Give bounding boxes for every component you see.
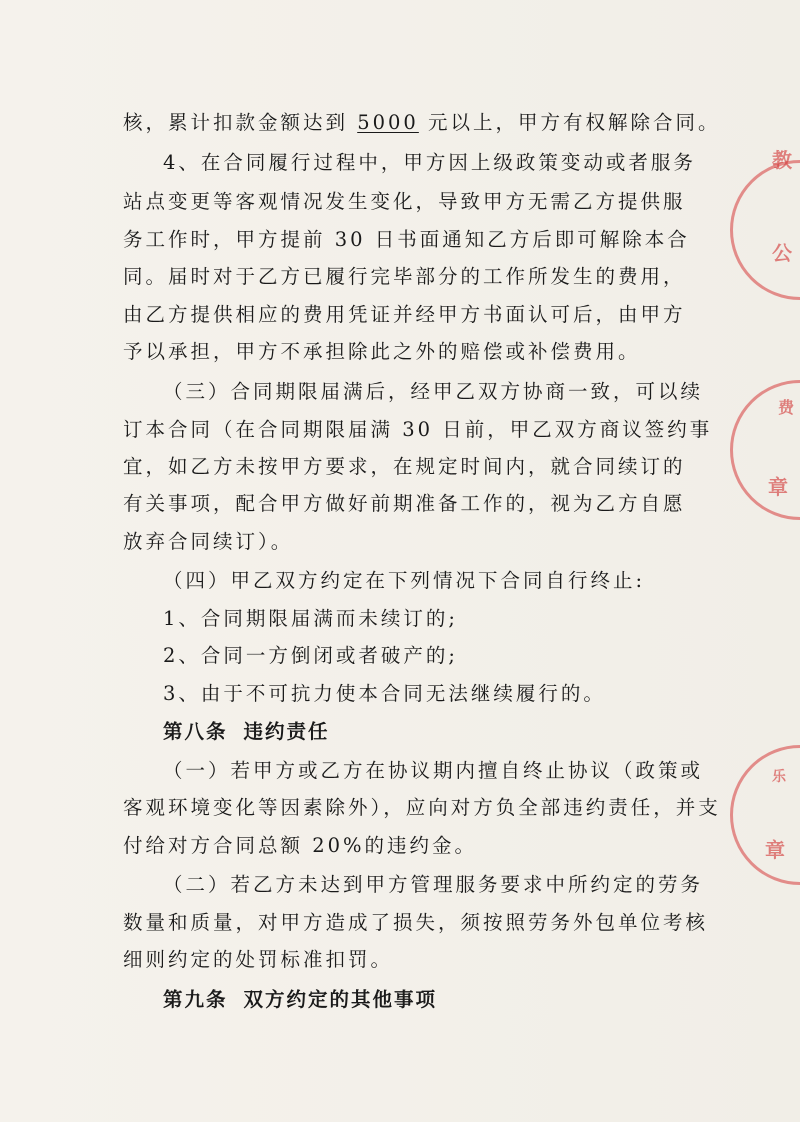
text-line: 2、合同一方倒闭或者破产的; xyxy=(163,644,458,667)
text-line: 1、合同期限届满而未续订的; xyxy=(163,607,458,630)
text-line: （三）合同期限届满后，经甲乙双方协商一致，可以续 xyxy=(163,380,704,403)
text-line: 4、在合同履行过程中，甲方因上级政策变动或者服务 xyxy=(163,151,696,174)
amount-underlined: 5000 xyxy=(357,111,419,134)
article-heading: 第九条 双方约定的其他事项 xyxy=(163,988,438,1011)
text-line: 客观环境变化等因素除外），应向对方负全部违约责任，并支 xyxy=(123,796,721,819)
text-line: （一）若甲方或乙方在协议期内擅自终止协议（政策或 xyxy=(163,759,704,782)
seal-char: 费 xyxy=(778,398,795,417)
seal-char: 公 xyxy=(772,241,792,265)
text-line: （二）若乙方未达到甲方管理服务要求中所约定的劳务 xyxy=(163,873,704,896)
seal-char: 教 xyxy=(772,148,792,172)
text-line: 核，累计扣款金额达到 5000 元以上，甲方有权解除合同。 xyxy=(123,111,721,134)
text-line: 订本合同（在合同期限届满 30 日前，甲乙双方商议签约事 xyxy=(123,418,713,441)
seal-char: 乐 xyxy=(772,769,786,785)
official-seal-fragment xyxy=(730,160,800,300)
text-line: 数量和质量，对甲方造成了损失，须按照劳务外包单位考核 xyxy=(123,911,709,934)
text-line: 站点变更等客观情况发生变化，导致甲方无需乙方提供服 xyxy=(123,190,686,213)
text-line: 有关事项，配合甲方做好前期准备工作的，视为乙方自愿 xyxy=(123,492,686,515)
text-line: 3、由于不可抗力使本合同无法继续履行的。 xyxy=(163,682,606,705)
text-line: 细则约定的处罚标准扣罚。 xyxy=(123,948,394,971)
text-line: 宜，如乙方未按甲方要求，在规定时间内，就合同续订的 xyxy=(123,455,686,478)
text-line: 予以承担，甲方不承担除此之外的赔偿或补偿费用。 xyxy=(123,340,641,363)
text-line: 付给对方合同总额 20%的违约金。 xyxy=(123,834,478,857)
seal-char: 章 xyxy=(765,838,785,862)
text-line: 放弃合同续订）。 xyxy=(123,530,294,553)
text-line: 务工作时，甲方提前 30 日书面通知乙方后即可解除本合 xyxy=(123,228,690,251)
seal-char: 章 xyxy=(768,475,788,499)
article-heading: 第八条 违约责任 xyxy=(163,720,330,743)
text-line: 同。届时对于乙方已履行完毕部分的工作所发生的费用， xyxy=(123,265,686,288)
text-line: （四）甲乙双方约定在下列情况下合同自行终止: xyxy=(163,569,646,592)
text-line: 由乙方提供相应的费用凭证并经甲方书面认可后，由甲方 xyxy=(123,303,686,326)
